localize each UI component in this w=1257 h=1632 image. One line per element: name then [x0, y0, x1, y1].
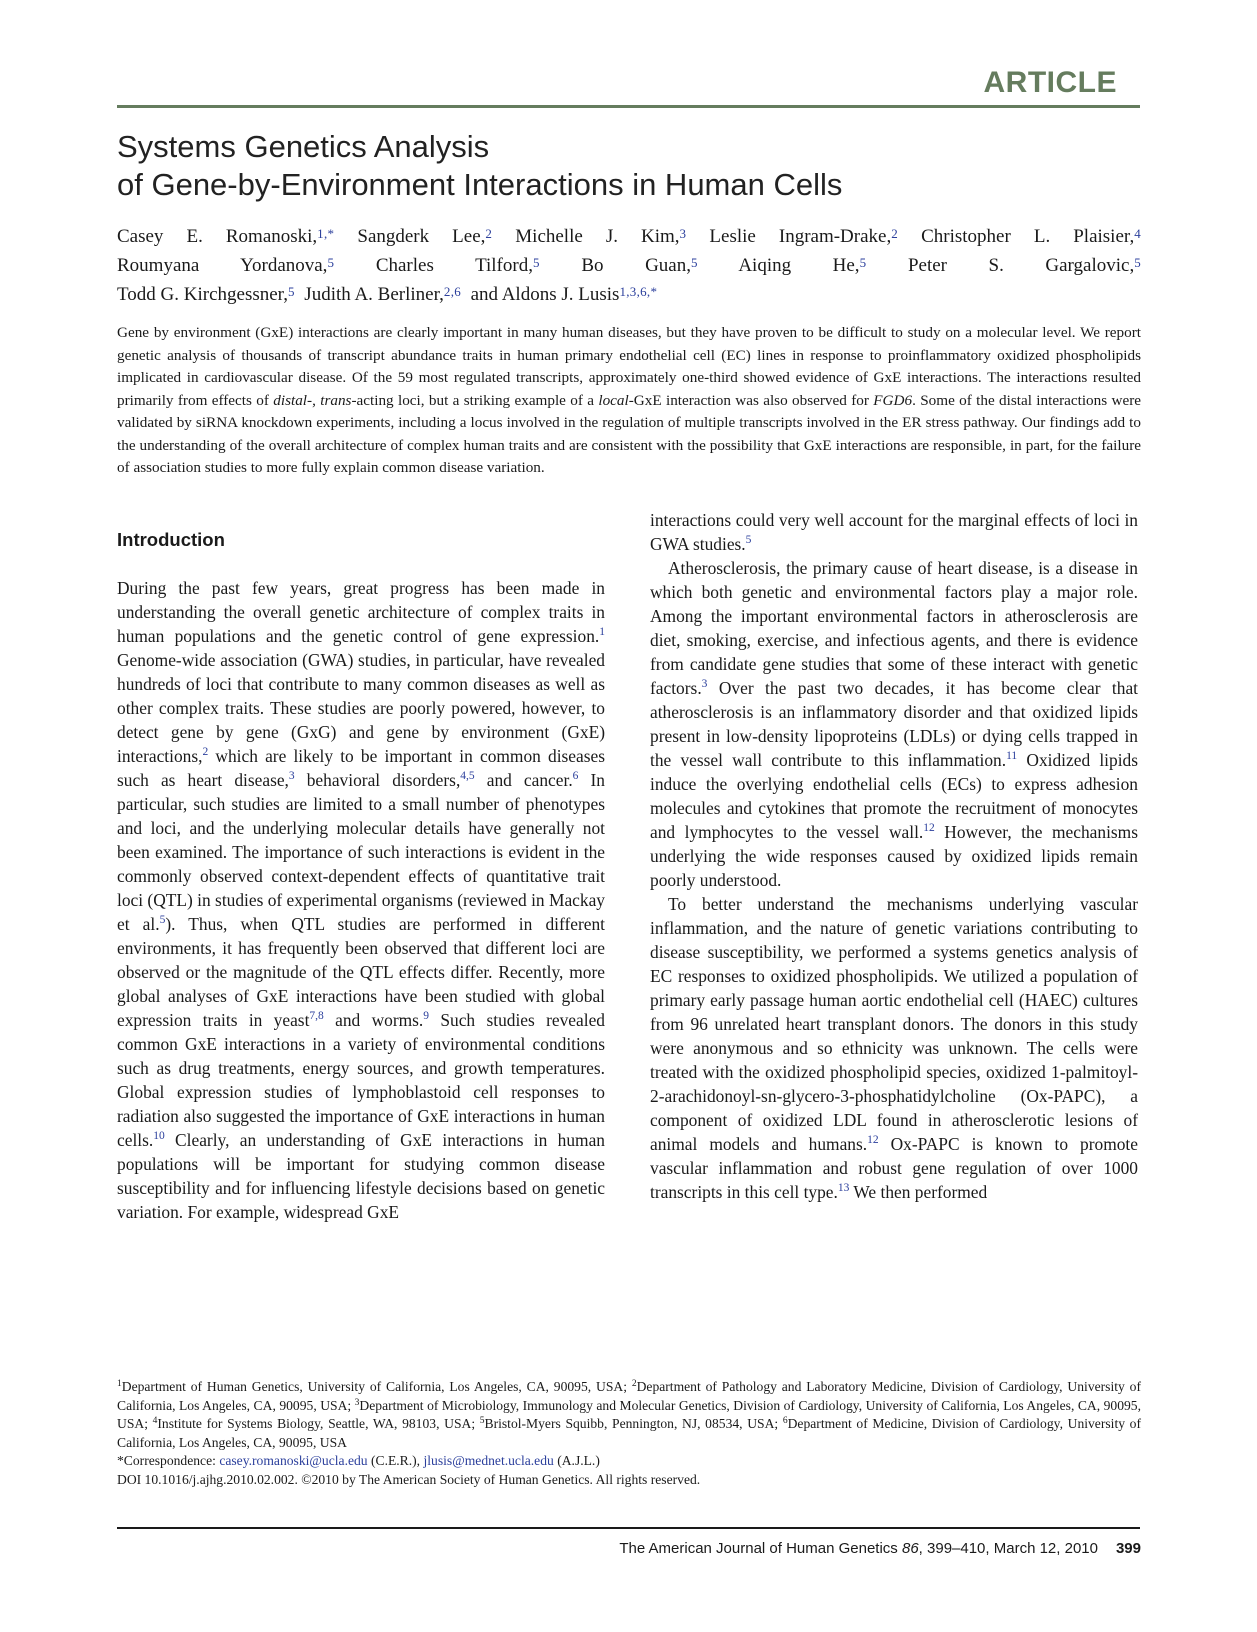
abstract: Gene by environment (GxE) interactions are clearly important in many human diseases, but they have proven to be difficult to study on a molecular level. We report genetic analysis of thousands of transcript abundance traits in human primary endothelial cell (EC) lines in response to proinflammatory oxidized phospholipids implicated in cardiovascular disease. Of the 59 most regulated transcripts, approximately one-third showed evidence of GxE interactions. The interactions resulted primarily from effects of distal-, trans-acting loci, but a striking example of a local-GxE interaction was also observed for FGD6. Some of the distal interactions were validated by siRNA knockdown experiments, including a locus involved in the regulation of multiple transcripts involved in the ER stress pathway. Our findings add to the understanding of the overall architecture of complex human traits and are consistent with the possibility that GxE interactions are responsible, in part, for the failure of association studies to more fully explain common disease variation.: [117, 324, 1141, 476]
paragraph: To better understand the mechanisms underlying vascular inflammation, and the nature of genetic variations contributing to disease susceptibility, we performed a systems genetics analysis of EC responses to oxidized phospholipids. We utilized a population of primary early passage human aortic endothelial cell (HAEC) cultures from 96 unrelated heart transplant donors. The donors in this study were anonymous and so ethnicity was unknown. The cells were treated with the oxidized phospholipid species, oxidized 1-palmitoyl-2-arachidonoyl-sn-glycero-3-phosphatidylcholine (Ox-PAPC), a component of oxidized LDL found in atherosclerotic lesions of animal models and humans.$^{12}$ Ox-PAPC is known to promote vascular inflammation and robust gene regulation of over 1000 transcripts in this cell type.$^{13}$ We then performed: [650, 894, 1138, 1202]
citation-link[interactable]: 12: [867, 1134, 879, 1146]
author-line-3: [117, 279, 1141, 308]
author: and Aldons J. Lusis: [470, 284, 620, 305]
author-affiliation[interactable]: 5: [1134, 255, 1142, 270]
citation-link[interactable]: 2: [202, 746, 209, 758]
citation-link[interactable]: 5: [159, 914, 166, 926]
citation-link[interactable]: 3: [701, 678, 708, 690]
paragraph: Atherosclerosis, the primary cause of heart disease, is a disease in which both genetic and environmental factors play a major role. Among the important environmental factors in atherosclerosis are diet, smoking, exercise, and infectious agents, and there is evidence from candidate gene studies that some of these interact with genetic factors.$^3$ Over the past two decades, it has become clear that atherosclerosis is an inflammatory disorder and that oxidized lipids present in low-density lipoproteins (LDLs) or dying cells trapped in the vessel wall contribute to this inflammation.$^{11}$ Oxidized lipids induce the overlying endothelial cells (ECs) to express adhesion molecules and cytokines that promote the recruitment of monocytes and lymphocytes to the vessel wall.$^{12}$ However, the mechanisms underlying the wide responses caused by oxidized lipids remain poorly understood.: [650, 558, 1138, 890]
author-line-2: [117, 250, 1141, 279]
footer-rule: [117, 1527, 1140, 1529]
header-rule: [117, 105, 1140, 108]
author: Charles Tilford,: [375, 255, 533, 276]
correspondence-footnote: *Correspondence: casey.romanoski@ucla.edu (C.E.R.), jlusis@mednet.ucla.edu (A.J.L.): [117, 1453, 600, 1468]
page-number: 399: [1115, 1540, 1141, 1557]
author: Peter S. Gargalovic,: [907, 255, 1135, 276]
author: Aiqing He,: [738, 255, 860, 276]
citation-link[interactable]: 11: [1006, 750, 1018, 762]
page-footer: [619, 1540, 1141, 1557]
author-affiliation[interactable]: 5: [859, 255, 867, 270]
title-line-1: Systems Genetics Analysis: [117, 129, 490, 164]
author-affiliation[interactable]: 1,*: [317, 226, 335, 241]
section-heading-introduction: Introduction: [117, 529, 225, 550]
author-affiliation[interactable]: 2,6: [443, 284, 462, 299]
author-affiliation[interactable]: 2: [891, 226, 899, 241]
author: Todd G. Kirchgessner,: [117, 284, 288, 305]
citation-link[interactable]: 12: [923, 822, 935, 834]
author: Leslie Ingram-Drake,: [709, 226, 892, 247]
author: Roumyana Yordanova,: [117, 255, 328, 276]
citation-link[interactable]: 4,5: [460, 770, 475, 782]
author-list: [117, 221, 1141, 308]
author: Casey E. Romanoski,: [117, 226, 318, 247]
citation-link[interactable]: 6: [572, 770, 579, 782]
body-column-left: [117, 528, 605, 1224]
author-line-1: [117, 221, 1141, 250]
author-affiliation[interactable]: 5: [690, 255, 698, 270]
author-affiliation[interactable]: 1,3,6,*: [619, 284, 658, 299]
email-link[interactable]: jlusis@mednet.ucla.edu: [423, 1453, 554, 1468]
author-affiliation[interactable]: 5: [327, 255, 335, 270]
citation-link[interactable]: 13: [837, 1182, 850, 1194]
article-title: [117, 128, 1137, 204]
citation-link[interactable]: 5: [745, 534, 752, 546]
citation-link[interactable]: 7,8: [309, 1010, 324, 1022]
affiliations-footnote: $^1$Department of Human Genetics, University of California, Los Angeles, CA, 90095, USA; $^2$Department of Pathology and Laboratory Medicine, Division of Cardiology, University of California, Los Angeles, CA, 90095, USA; $^3$Department of Microbiology, Immunology and Molecular Genetics, Division of Cardiology, University of California, Los Angeles, CA, 90095, USA; $^4$Institute for Systems Biology, Seattle, WA, 98103, USA; $^5$Bristol-Myers Squibb, Pennington, NJ, 08534, USA; $^6$Department of Medicine, Division of Cardiology, University of California, Los Angeles, CA, 90095, USA: [117, 1379, 1141, 1450]
paragraph: interactions could very well account for the marginal effects of loci in GWA studies.$^5$: [650, 510, 1138, 554]
author: Christopher L. Plaisier,: [921, 226, 1135, 247]
title-line-2: of Gene-by-Environment Interactions in Human Cells: [117, 167, 843, 202]
footnotes: [117, 1378, 1141, 1489]
citation-link[interactable]: 10: [153, 1130, 165, 1142]
journal-citation: The American Journal of Human Genetics 86, 399–410, March 12, 2010: [619, 1540, 1098, 1557]
body-column-right: [650, 508, 1138, 1204]
author-affiliation[interactable]: 5: [287, 284, 295, 299]
author: Sangderk Lee,: [357, 226, 486, 247]
paragraph: During the past few years, great progress has been made in understanding the overall genetic architecture of complex traits in human populations and the genetic control of gene expression.$^1$ Genome-wide association (GWA) studies, in particular, have revealed hundreds of loci that contribute to many common diseases as well as other complex traits. These studies are poorly powered, however, to detect gene by gene (GxG) and gene by environment (GxE) interactions,$^2$ which are likely to be important in common diseases such as heart disease,$^3$ behavioral disorders,$^{4,5}$ and cancer.$^6$ In particular, such studies are limited to a small number of phenotypes and loci, and the underlying molecular details have generally not been examined. The importance of such interactions is evident in the commonly observed context-dependent effects of quantitative trait loci (QTL) in studies of experimental organisms (reviewed in Mackay et al.$^5$). Thus, when QTL studies are performed in different environments, it has frequently been observed that different loci are observed or the magnitude of the QTL effects differ. Recently, more global analyses of GxE interactions have been studied with global expression traits in yeast$^{7,8}$ and worms.$^9$ Such studies revealed common GxE interactions in a variety of environmental conditions such as drug treatments, energy sources, and growth temperatures. Global expression studies of lymphoblastoid cell responses to radiation also suggested the importance of GxE interactions in human cells.$^{10}$ Clearly, an understanding of GxE interactions in human populations will be important for studying common disease susceptibility and for influencing lifestyle decisions based on genetic variation. For example, widespread GxE: [117, 578, 605, 1222]
citation-link[interactable]: 9: [423, 1010, 430, 1022]
citation-link[interactable]: 1: [599, 626, 605, 638]
author-affiliation[interactable]: 4: [1134, 226, 1142, 241]
author-affiliation[interactable]: 2: [485, 226, 493, 241]
doi-footnote: DOI 10.1016/j.ajhg.2010.02.002. ©2010 by The American Society of Human Genetics. All rights reserved.: [117, 1471, 701, 1487]
author-affiliation[interactable]: 3: [679, 226, 687, 241]
author-affiliation[interactable]: 5: [532, 255, 540, 270]
author: Judith A. Berliner,: [304, 284, 444, 305]
author: Bo Guan,: [581, 255, 691, 276]
citation-link[interactable]: 3: [288, 770, 295, 782]
article-type-label: ARTICLE: [983, 66, 1117, 99]
author: Michelle J. Kim,: [515, 226, 680, 247]
email-link[interactable]: casey.romanoski@ucla.edu: [219, 1453, 368, 1468]
